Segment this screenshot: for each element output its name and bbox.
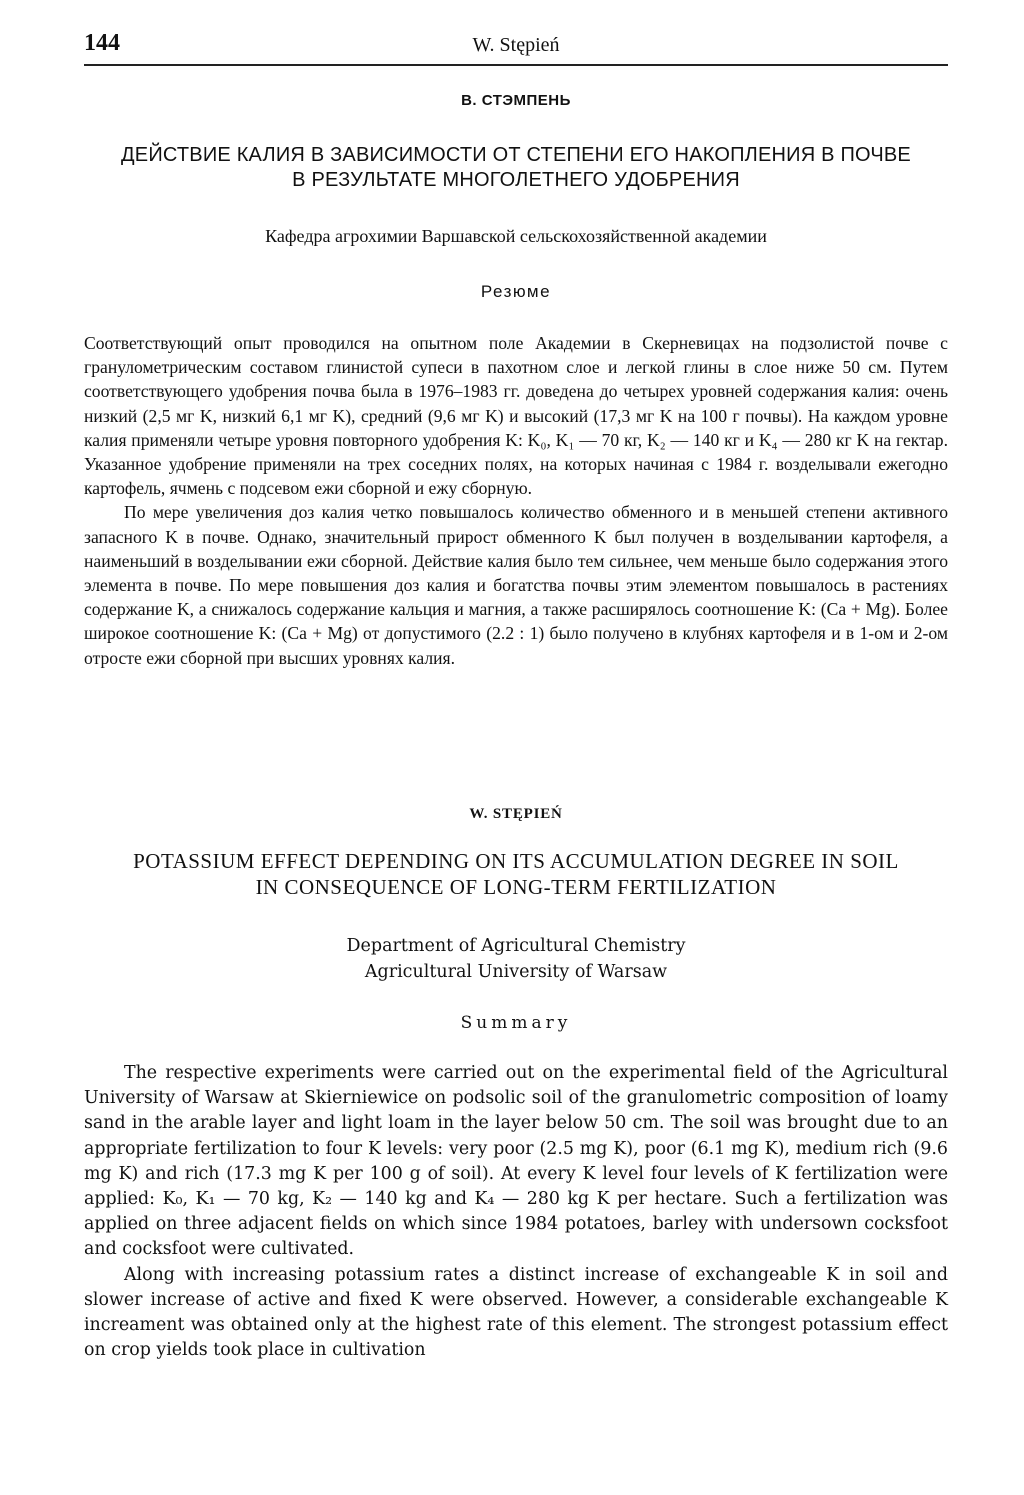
page-number: 144 (84, 30, 120, 56)
russian-summary-heading: Резюме (480, 282, 552, 301)
russian-paragraph-2: По мере увеличения доз калия четко повышалось количество обменного и в меньшей степени активного запасного K в почве. Однако, значительный прирост обменного K был получен в возделывании картофеля, а наименьший в возделывании ежи сборной. Действие калия было тем сильнее, чем меньше было содержания этого элемента в почве. По мере повышения доз калия и богатства почвы этим элементом повышалось в растениях содержание K, а снижалось содержание кальция и магния, а также расширялось соотношение K: (Ca + Mg). Более широкое соотношение K: (Ca + Mg) от допустимого (2.2 : 1) было получено в клубнях картофеля и в 1-ом и 2-ом отросте ежи сборной при высших уровнях калия. (84, 502, 948, 668)
running-title: W. Stępień (472, 34, 560, 56)
english-author: W. STĘPIEŃ (469, 806, 563, 822)
russian-title-line-1: ДЕЙСТВИЕ КАЛИЯ В ЗАВИСИМОСТИ ОТ СТЕПЕНИ ЕГО НАКОПЛЕНИЯ В ПОЧВЕ (121, 144, 911, 166)
english-department-line-2: Agricultural University of Warsaw (364, 962, 668, 982)
header-rule (84, 64, 948, 66)
russian-title (84, 143, 948, 193)
english-department (84, 933, 948, 985)
english-title (84, 848, 948, 900)
russian-summary-body (84, 331, 948, 670)
english-paragraph-1: The respective experiments were carried out on the experimental field of the Agricultural University of Warsaw at Skierniewice on podsolic soil of the granulometric composition of loamy sand in the arable layer and light loam in the layer below 50 cm. The soil was brought due to an appropriate fertilization to four K levels: very poor (2.5 mg K), poor (6.1 mg K), medium rich (9.6 mg K) and rich (17.3 mg K per 100 g of soil). At every K level four levels of K fertilization were applied: K₀, K₁ — 70 kg, K₂ — 140 kg and K₄ — 280 kg K per hectare. Such a fertilization was applied on three adjacent fields on which since 1984 potatoes, barley with undersown cocksfoot and cocksfoot were cultivated. (84, 1063, 948, 1260)
english-title-line-1: POTASSIUM EFFECT DEPENDING ON ITS ACCUMULATION DEGREE IN SOIL (133, 849, 899, 873)
english-department-line-1: Department of Agricultural Chemistry (346, 936, 686, 956)
english-paragraph-2: Along with increasing potassium rates a distinct increase of exchangeable K in soil and slower increase of active and fixed K were observed. However, a considerable exchangeable K increament was obtained only at the highest rate of this element. The strongest potassium effect on crop yields took place in cultivation (84, 1264, 948, 1361)
russian-paragraph-1: Соответствующий опыт проводился на опытном поле Академии в Скерневицах на подзолистой почве с гранулометрическим составом глинистой супеси в пахотном слое и легкой глины в слое ниже 50 см. Путем соответствующего удобрения почва была в 1976–1983 гг. доведена до четырех уровней содержания калия: очень низкий (2,5 мг K, низкий 6,1 мг K), средний (9,6 мг K) и высокий (17,3 мг K на 100 г почвы). На каждом уровне калия применяли четыре уровня повторного удобрения K: K₀, K₁ — 70 кг, K₂ — 140 кг и K₄ — 280 кг K на гектар. Указанное удобрение применяли на трех соседних полях, на которых начиная с 1984 г. возделывали ежегодно картофель, ячмень с подсевом ежи сборной и ежу сборную. (84, 333, 948, 499)
english-summary-heading: Summary (460, 1013, 572, 1033)
russian-department: Кафедра агрохимии Варшавской сельскохозяйственной академии (265, 226, 767, 246)
english-summary-body (84, 1061, 948, 1363)
russian-author: В. СТЭМПЕНЬ (461, 92, 571, 109)
russian-title-line-2: В РЕЗУЛЬТАТЕ МНОГОЛЕТНЕГО УДОБРЕНИЯ (292, 169, 740, 191)
running-header (84, 28, 948, 64)
english-title-line-2: IN CONSEQUENCE OF LONG-TERM FERTILIZATION (255, 875, 777, 899)
